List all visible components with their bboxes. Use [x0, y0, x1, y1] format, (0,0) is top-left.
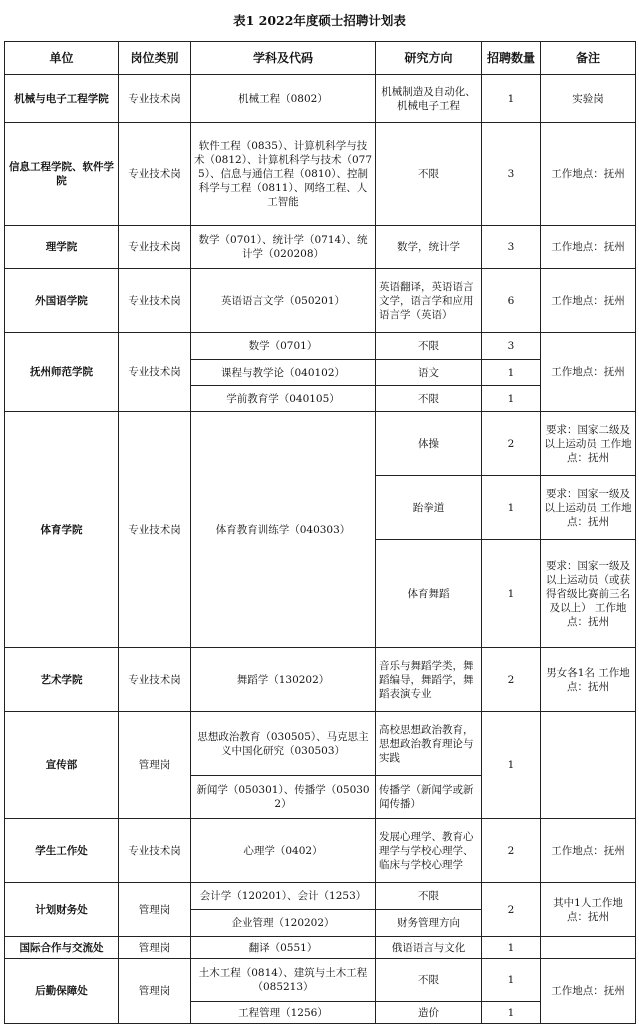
subject-cell: 体育教育训练学（040303）: [191, 412, 376, 648]
note-cell: 要求：国家一级及以上运动员（或获得省级比赛前三名及以上） 工作地点：抚州: [541, 540, 636, 648]
table-row: [5, 648, 636, 712]
table-title: 表1 2022年度硕士招聘计划表: [233, 13, 406, 28]
count-cell: 1: [482, 712, 541, 819]
header-cell: 单位: [5, 42, 119, 75]
direction-cell: 语文: [376, 360, 482, 386]
subject-cell: 企业管理（120202）: [191, 910, 376, 937]
header-cell: 招聘数量: [482, 42, 541, 75]
subject-cell: 舞蹈学（130202）: [191, 648, 376, 712]
unit-cell: 理学院: [5, 226, 119, 269]
unit-cell: 体育学院: [5, 412, 119, 648]
direction-cell: 音乐与舞蹈学类，舞蹈编导，舞蹈学，舞蹈表演专业: [376, 648, 482, 712]
direction-cell: 体育舞蹈: [376, 540, 482, 648]
direction-cell: 英语翻译，英语语言文学，语言学和应用语言学（英语）: [376, 269, 482, 333]
type-cell: 管理岗: [119, 959, 191, 1024]
table-row: [5, 712, 636, 776]
count-cell: 1: [482, 937, 541, 959]
count-cell: 1: [482, 476, 541, 540]
header-cell: 研究方向: [376, 42, 482, 75]
direction-cell: 数学，统计学: [376, 226, 482, 269]
type-cell: 管理岗: [119, 937, 191, 959]
subject-cell: 工程管理（1256）: [191, 1002, 376, 1024]
subject-cell: 数学（0701）: [191, 333, 376, 360]
direction-cell: 高校思想政治教育，思想政治教育理论与实践: [376, 712, 482, 776]
note-cell: 实验岗: [541, 75, 636, 123]
note-cell: [541, 937, 636, 959]
type-cell: 专业技术岗: [119, 333, 191, 412]
unit-cell: 机械与电子工程学院: [5, 75, 119, 123]
count-cell: 3: [482, 226, 541, 269]
type-cell: 专业技术岗: [119, 75, 191, 123]
unit-cell: 外国语学院: [5, 269, 119, 333]
header-cell: 备注: [541, 42, 636, 75]
subject-cell: 会计学（120201）、会计（1253）: [191, 883, 376, 910]
direction-cell: 不限: [376, 333, 482, 360]
subject-cell: 软件工程（0835）、计算机科学与技术（0812）、计算机科学与技术（0775）、信息与通信工程（0810）、控制科学与工程（0811）、网络工程、人工智能: [191, 123, 376, 226]
table-row: [5, 333, 636, 360]
direction-cell: 体操: [376, 412, 482, 476]
unit-cell: 宣传部: [5, 712, 119, 819]
note-cell: 工作地点：抚州: [541, 333, 636, 412]
type-cell: 专业技术岗: [119, 412, 191, 648]
direction-cell: 不限: [376, 883, 482, 910]
type-cell: 专业技术岗: [119, 819, 191, 883]
subject-cell: 课程与教学论（040102）: [191, 360, 376, 386]
note-cell: 要求：国家一级及以上运动员 工作地点：抚州: [541, 476, 636, 540]
count-cell: 2: [482, 412, 541, 476]
type-cell: 专业技术岗: [119, 123, 191, 226]
unit-cell: 抚州师范学院: [5, 333, 119, 412]
recruitment-table: [4, 41, 636, 1024]
type-cell: 管理岗: [119, 883, 191, 937]
unit-cell: 信息工程学院、软件学院: [5, 123, 119, 226]
direction-cell: 机械制造及自动化、机械电子工程: [376, 75, 482, 123]
subject-cell: 翻译（0551）: [191, 937, 376, 959]
note-cell: 要求：国家二级及以上运动员 工作地点：抚州: [541, 412, 636, 476]
type-cell: 专业技术岗: [119, 648, 191, 712]
note-cell: 男女各1名 工作地点：抚州: [541, 648, 636, 712]
subject-cell: 机械工程（0802）: [191, 75, 376, 123]
direction-cell: 不限: [376, 386, 482, 412]
note-cell: 工作地点：抚州: [541, 819, 636, 883]
type-cell: 专业技术岗: [119, 269, 191, 333]
table-row: [5, 123, 636, 226]
count-cell: 1: [482, 540, 541, 648]
subject-cell: 英语语言文学（050201）: [191, 269, 376, 333]
header-row: [5, 42, 636, 75]
table-row: [5, 75, 636, 123]
unit-cell: 学生工作处: [5, 819, 119, 883]
subject-cell: 心理学（0402）: [191, 819, 376, 883]
unit-cell: 计划财务处: [5, 883, 119, 937]
count-cell: 2: [482, 648, 541, 712]
unit-cell: 艺术学院: [5, 648, 119, 712]
note-cell: [541, 712, 636, 819]
note-cell: 工作地点：抚州: [541, 269, 636, 333]
table-row: [5, 819, 636, 883]
note-cell: 工作地点：抚州: [541, 226, 636, 269]
direction-cell: 不限: [376, 123, 482, 226]
table-row: [5, 412, 636, 476]
table-row: [5, 937, 636, 959]
count-cell: 1: [482, 959, 541, 1002]
table-row: [5, 226, 636, 269]
direction-cell: 造价: [376, 1002, 482, 1024]
subject-cell: 新闻学（050301）、传播学（050302）: [191, 776, 376, 819]
table-row: [5, 959, 636, 1002]
note-cell: 其中1人工作地点：抚州: [541, 883, 636, 937]
count-cell: 1: [482, 1002, 541, 1024]
unit-cell: 后勤保障处: [5, 959, 119, 1024]
count-cell: 6: [482, 269, 541, 333]
type-cell: 管理岗: [119, 712, 191, 819]
direction-cell: 不限: [376, 959, 482, 1002]
count-cell: 3: [482, 123, 541, 226]
type-cell: 专业技术岗: [119, 226, 191, 269]
direction-cell: 财务管理方向: [376, 910, 482, 937]
table-row: [5, 269, 636, 333]
count-cell: 2: [482, 883, 541, 937]
count-cell: 1: [482, 75, 541, 123]
direction-cell: 俄语语言与文化: [376, 937, 482, 959]
header-cell: 岗位类别: [119, 42, 191, 75]
direction-cell: 传播学（新闻学或新闻传播）: [376, 776, 482, 819]
note-cell: 工作地点：抚州: [541, 959, 636, 1024]
subject-cell: 数学（0701）、统计学（0714）、统计学（020208）: [191, 226, 376, 269]
unit-cell: 国际合作与交流处: [5, 937, 119, 959]
direction-cell: 发展心理学、教育心理学与学校心理学、临床与学校心理学: [376, 819, 482, 883]
subject-cell: 土木工程（0814）、建筑与土木工程（085213）: [191, 959, 376, 1002]
direction-cell: 跆拳道: [376, 476, 482, 540]
count-cell: 3: [482, 333, 541, 360]
header-cell: 学科及代码: [191, 42, 376, 75]
subject-cell: 学前教育学（040105）: [191, 386, 376, 412]
count-cell: 2: [482, 819, 541, 883]
note-cell: 工作地点：抚州: [541, 123, 636, 226]
count-cell: 1: [482, 360, 541, 386]
table-row: [5, 883, 636, 910]
subject-cell: 思想政治教育（030505）、马克思主义中国化研究（030503）: [191, 712, 376, 776]
count-cell: 1: [482, 386, 541, 412]
